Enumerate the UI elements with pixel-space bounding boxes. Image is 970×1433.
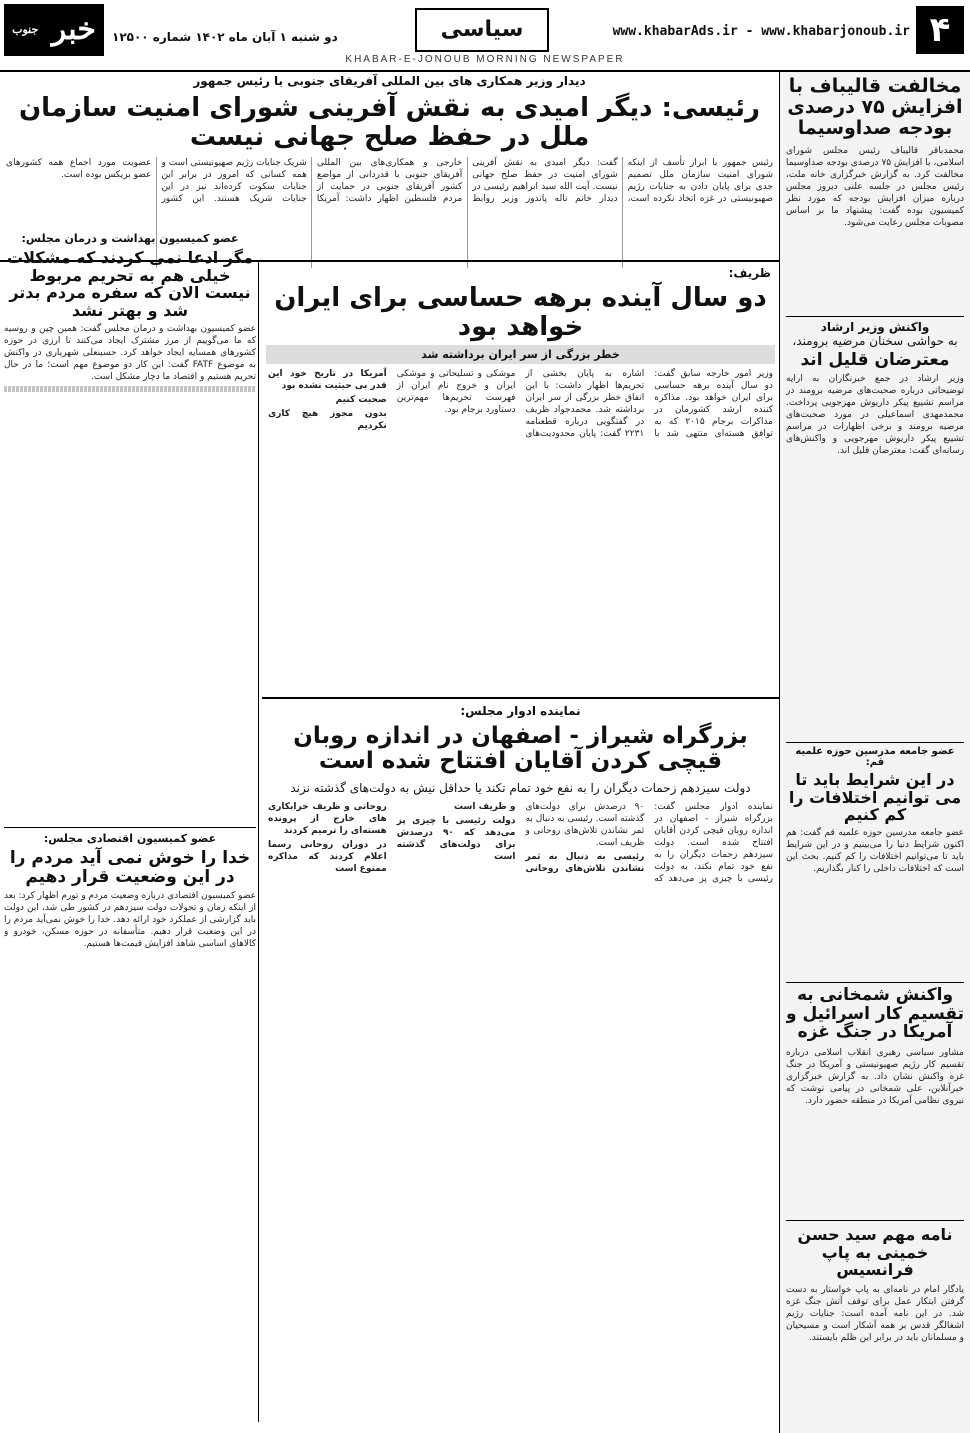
kicker: عضو جامعه مدرسین حوزه علمیه قم: (795, 746, 955, 768)
section-title: سیاسی (415, 8, 549, 52)
inline-subhead: روحانی و ظریف خرابکاری های خارج از پرونده هسته‌ای را ترمیم کردند (268, 801, 387, 836)
headline: خدا را خوش نمی آید مردم را در این وضعیت قرار دهیم (9, 848, 251, 887)
divider (786, 982, 964, 983)
inline-subhead: رئیسی به دنبال به ثمر نشاندن تلاش‌های روحانی و ظریف است (454, 801, 645, 874)
paragraph: وزیر امور خارجه سابق گفت: دو سال آینده برهه حساسی برای ایران خواهد بود. مذاکره کننده ارشد کشورمان در مذاکرات برجام ۲۰۱۵ که به توافق هسته‌ای منتهی شد با اشاره به پایان بخشی از تحریم‌ها اظهار داشت: با این اتفاق خطر بزرگی از سر ایران برداشته شد. محمدجواد ظریف در گفتگویی درباره قطعنامه ۲۲۳۱ گفت: پایان محدودیت‌های موشکی و تسلیحاتی و موشکی ایران و خروج نام ایران از فهرست تحریم‌ها مهم‌ترین دستاورد برجام بود. (396, 369, 773, 440)
divider (786, 316, 964, 317)
newspaper-logo (4, 4, 104, 56)
sub-kicker: به حواشی سخنان مرضیه برومند، (792, 334, 958, 348)
kicker: عضو کمیسیون بهداشت و درمان مجلس: (21, 232, 239, 245)
divider (4, 827, 256, 828)
divider (786, 1220, 964, 1221)
headline: مخالفت قالیباف با افزایش ۷۵ درصدی بودجه صداوسیما (787, 76, 963, 139)
headline: در این شرایط باید تا می توانیم اختلافات را کم کنیم (788, 770, 962, 825)
inline-subhead: صحبت کنیم (335, 395, 387, 406)
headline: واکنش شمخانی به تقسیم کار اسرائیل و آمریکا در جنگ غزه (786, 986, 964, 1043)
text-placeholder (4, 386, 256, 392)
inline-subhead: بدون مجوز هیچ کاری نکردیم (268, 409, 387, 432)
masthead (0, 0, 970, 72)
body-text: مشاور سیاسی رهبری انقلاب اسلامی درباره تقسیم کار رژیم صهیونیستی و آمریکا در جنگ غزه واکنش نشان داد. به گزارش خبرگزاری خبرآنلاین، علی شمخانی در پیامی نوشت که نیروی نظامی آمریکا در منطقه حضور دارد. (786, 1048, 964, 1107)
body-text (262, 801, 779, 1421)
logo-sub: جنوب (12, 23, 39, 36)
inline-subhead: دولت رئیسی با چیزی پز می‌دهد که ۹۰ درصدش برای دولت‌های گذشته است (396, 815, 516, 862)
kicker: واکنش وزیر ارشاد (820, 320, 930, 334)
headline: معترضان قلیل اند (800, 350, 950, 370)
kicker: عضو کمیسیون اقتصادی مجلس: (43, 832, 217, 845)
article-khomeini (786, 1226, 964, 1426)
body-text: محمدباقر قالیباف رئیس مجلس شورای اسلامی، با افزایش ۷۵ درصدی بودجه صداوسیما مخالفت کرد. به گزارش خبرگزاری خانه ملت، رئیس مجلس در جلسه علنی دیروز مجلس درباره میزان افزایش بودجه که مورد نظر کمیسیون بوده گفت: پیشنهاد ما بر اساس مصوبات مجلس رعایت می‌شود. (786, 145, 964, 228)
article-hozeh (786, 746, 964, 936)
inline-subhead: آمریکا در تاریخ خود این قدر بی حیثیت نشده بود (268, 369, 387, 392)
kicker: ظریف: (728, 266, 771, 280)
body-text: یادگار امام در نامه‌ای به پاپ خواستار به دست گرفتن ابتکار عمل برای توقف آتش جنگ غزه شد. در این نامه آمده است: جنایات رژیم اشغالگر قدس بر همه آشکار است و مسیحیان و مسلمانان باید در برابر این ظلم بایستند. (786, 1284, 964, 1343)
english-subtitle: KHABAR-E-JONOUB MORNING NEWSPAPER (345, 54, 625, 65)
right-column (779, 72, 970, 1433)
dateline: دو شنبه ۱ آبان ماه ۱۴۰۲ شماره ۱۲۵۰۰ (112, 30, 338, 44)
body-text (262, 368, 779, 643)
subheadline: خطر بزرگی از سر ایران برداشته شد (266, 345, 775, 364)
body-text: عضو کمیسیون اقتصادی درباره وضعیت مردم و تورم اظهار کرد: بعد از اینکه زمان و تحولات دولت سیزدهم در کشور طی شد، این دولت باید گزارشی از عملکرد خود ارائه دهد. خدا را خوش نمی‌آید مردم را در این وضعیت قرار دهیم. متأسفانه در حوزه مسکن، خودرو و کالاهای اساسی شاهد افزایش قیمت‌ها هستیم. (4, 891, 256, 950)
headline: نامه مهم سید حسن خمینی به پاپ فرانسیس (797, 1226, 953, 1280)
logo-text: خبر (51, 12, 96, 47)
page-number: ۴ (916, 6, 964, 54)
body-text: عضو جامعه مدرسین حوزه علمیه قم گفت: هم اکنون شرایط دنیا را می‌بینیم و در این شرایط باید تا می‌توانیم اختلافات را کم کنیم. بحث این است که اختلافات داخلی را کنار بگذاریم. (786, 827, 964, 874)
divider (262, 697, 779, 699)
headline: مگر ادعا نمی کردند که مشکلات خیلی هم به تحریم مربوط نیست الان که سفره مردم بدتر شد و بهتر نشد (6, 248, 253, 320)
headline: دو سال آینده برهه حساسی برای ایران خواهد بود (274, 283, 767, 342)
article-ershad (786, 320, 964, 655)
article-shiraz (262, 702, 779, 1432)
article-economy (4, 832, 256, 1432)
kicker: نماینده ادوار مجلس: (460, 704, 581, 718)
lead-body: رئیس جمهور با ابراز تأسف از اینکه شورای امنیت سازمان ملل تصمیم جدی برای پایان دادن به جنایات رژیم صهیونیستی در غزه اتخاذ نکرده است، گفت: دیگر امیدی به نقش آفرینی شورای امنیت در حفظ صلح جهانی نیست. آیت الله سید ابراهیم رئیسی در دیدار خانم ناله پاندور وزیر روابط خارجی و همکاری‌های بین المللی آفریقای جنوبی با قدردانی از مواضع کشور آفریقای جنوبی در حمایت از مردم فلسطین اظهار داشت: آمریکا شریک جنایات رژیم صهیونیستی است و همه کسانی که امروز در برابر این جنایات سکوت کرده‌اند نیز در این جنایات شریک هستند. این کشور عضویت مورد اجماع همه کشورهای عضو بریکس بوده است. (6, 158, 773, 205)
divider (786, 742, 964, 743)
body-text: وزیر ارشاد در جمع خبرنگاران به ارایه توضیحاتی درباره صحبت‌های مرضیه برومند در مراسم تشییع پیکر داریوش مهرجویی پرداخت. محمدمهدی اسماعیلی در مورد صحبت‌های مرضیه برومند و برخی اظهارات در مراسم تشییع پیکر داریوش مهرجویی و واکنش‌های رسانه‌ای گفت: معترضان قلیل اند. (786, 373, 964, 456)
article-qalibaf (786, 76, 964, 281)
lead-kicker: دیدار وزیر همکاری های بین المللی آفریقای جنوبی با رئیس جمهور (193, 74, 586, 88)
website-links[interactable]: www.khabarAds.ir - www.khabarjonoub.ir (612, 24, 910, 39)
article-shamkhani (786, 986, 964, 1216)
inline-subhead: در دوران روحانی رسما اعلام کردند که مذاکره ممنوع است (268, 839, 387, 874)
headline: بزرگراه شیراز - اصفهان در اندازه روبان قیچی کردن آقایان افتتاح شده است (293, 723, 748, 775)
article-zarif (262, 262, 779, 662)
main-area (0, 72, 779, 1433)
lead-headline: رئیسی: دیگر امیدی به نقش آفرینی شورای امنیت سازمان ملل در حفظ صلح جهانی نیست (18, 93, 761, 152)
body-text: عضو کمیسیون بهداشت و درمان مجلس گفت: همین چین و روسیه که ما می‌گوییم از مرز مشترک ایجاد می‌کنند تا ارزی در حوزه کشورهای همسایه ایجاد خواهد کرد. حسینعلی شهریاری در واکنش به موضوع FATF گفت: این کار دو موضوع مهم است؛ ما در حال تحریم هستیم و اقتصاد ما دچار مشکل است. (4, 324, 256, 383)
column-rule (258, 262, 259, 1422)
subheadline: دولت سیزدهم زحمات دیگران را به نفع خود تمام تکند یا حداقل نیش به دولت‌های گذشته نزند (290, 780, 751, 795)
article-health (4, 228, 256, 828)
paragraph: نماینده ادوار مجلس گفت: بزرگراه شیراز - اصفهان در اندازه روبان قیچی کردن آقایان افتتاح شده است. دولت سیزدهم زحمات دیگران را به نفع خود تمام نکند. به دولت رئیسی با چیزی پز می‌دهد که ۹۰ درصدش برای دولت‌های گذشته است. رئیسی به دنبال به ثمر نشاندن تلاش‌های روحانی و ظریف است. (525, 801, 773, 884)
